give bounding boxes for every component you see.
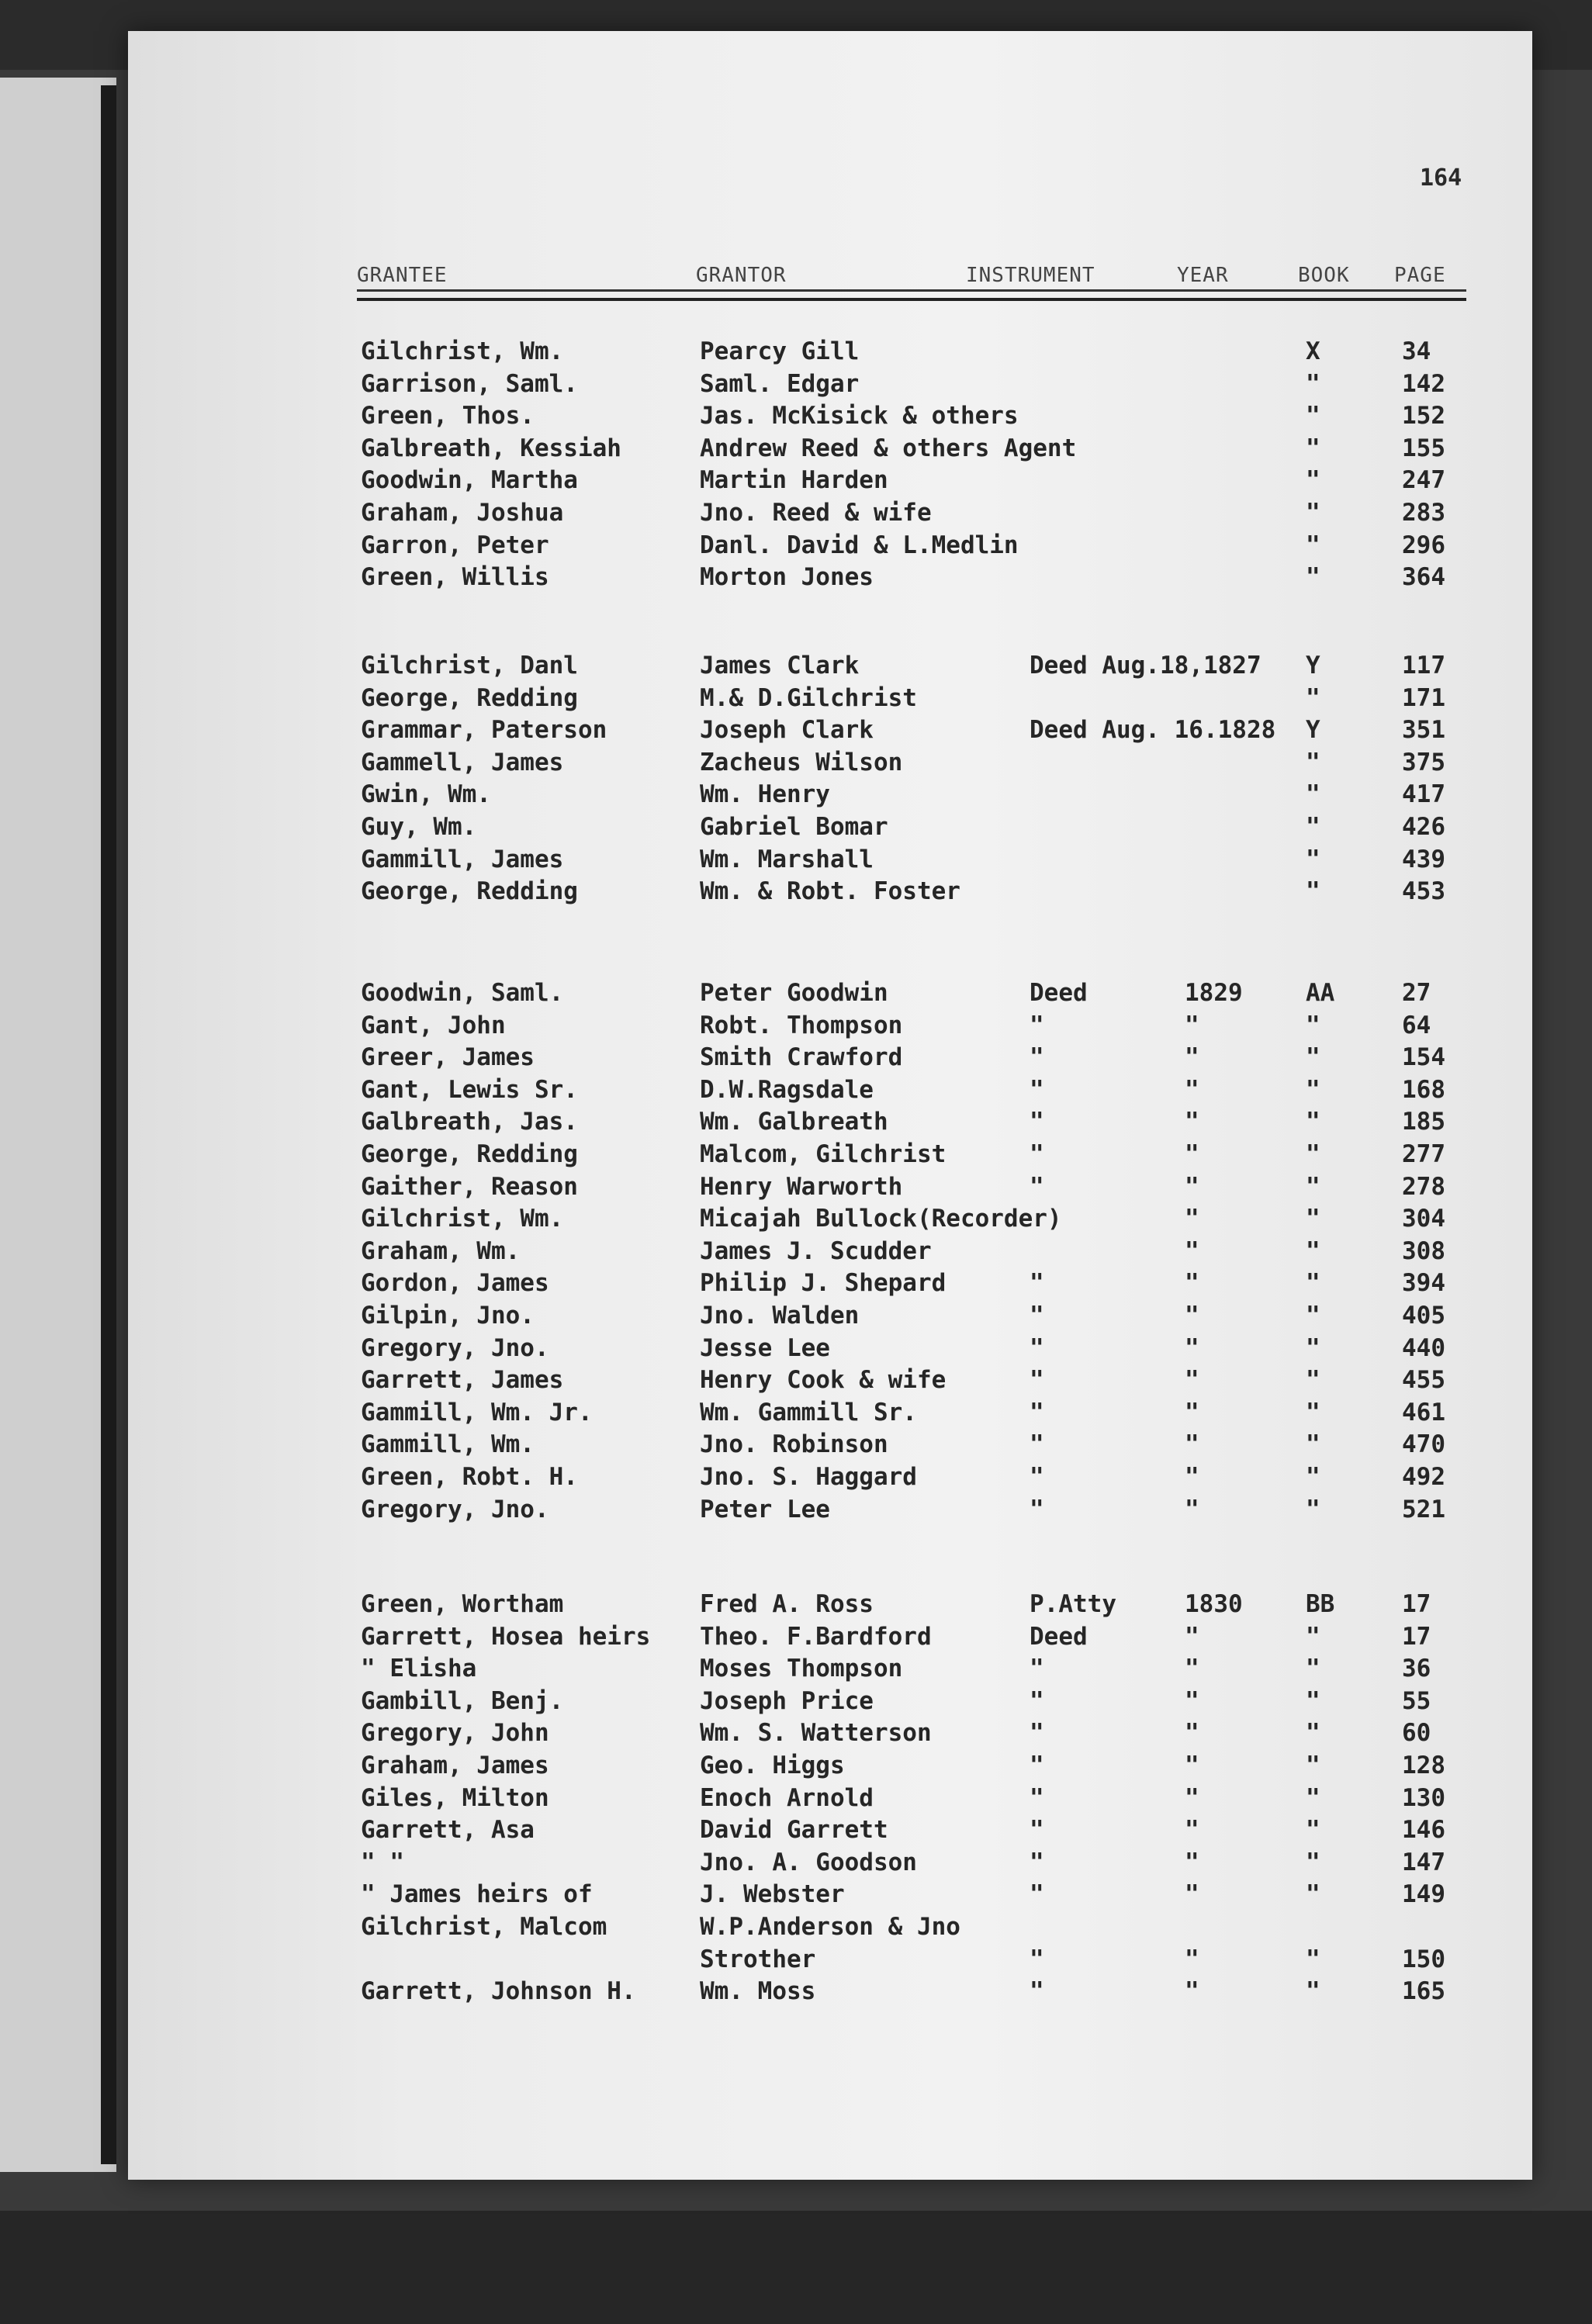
book-cell: " bbox=[1306, 1622, 1320, 1651]
book-cell: " bbox=[1306, 877, 1320, 906]
grantee-cell: George, Redding bbox=[361, 1140, 578, 1168]
book-cell: " bbox=[1306, 813, 1320, 841]
book-cell: " bbox=[1306, 1269, 1320, 1298]
book-cell: " bbox=[1306, 683, 1320, 712]
ledger-row bbox=[361, 466, 1470, 497]
grantee-cell: George, Redding bbox=[361, 877, 578, 906]
page-ref-cell: 439 bbox=[1402, 845, 1445, 873]
instrument-cell: " bbox=[1030, 1463, 1044, 1491]
ledger-row bbox=[361, 1043, 1470, 1074]
grantor-cell: Peter Lee bbox=[700, 1495, 830, 1523]
page-ref-cell: 154 bbox=[1402, 1043, 1445, 1072]
grantor-cell: Zacheus Wilson bbox=[700, 748, 903, 776]
header-grantor: GRANTOR bbox=[696, 264, 787, 287]
page-ref-cell: 278 bbox=[1402, 1172, 1445, 1201]
instrument-cell: " bbox=[1030, 1945, 1044, 1973]
grantor-cell: Theo. F.Bardford bbox=[700, 1622, 932, 1651]
page-ref-cell: 440 bbox=[1402, 1333, 1445, 1362]
book-cell: " bbox=[1306, 369, 1320, 398]
book-cell: " bbox=[1306, 780, 1320, 809]
year-cell: " bbox=[1185, 1655, 1199, 1683]
ledger-row bbox=[361, 716, 1470, 747]
book-cell: " bbox=[1306, 1043, 1320, 1072]
grantee-cell: Gilchrist, Malcom bbox=[361, 1913, 607, 1941]
page-ref-cell: 185 bbox=[1402, 1108, 1445, 1136]
grantor-cell: Fred A. Ross bbox=[700, 1590, 874, 1618]
instrument-cell: " bbox=[1030, 1880, 1044, 1909]
grantor-cell: Moses Thompson bbox=[700, 1655, 903, 1683]
grantee-cell: Goodwin, Saml. bbox=[361, 979, 564, 1007]
grantor-cell: Philip J. Shepard bbox=[700, 1269, 947, 1298]
page-ref-cell: 34 bbox=[1402, 337, 1431, 365]
grantor-cell: Gabriel Bomar bbox=[700, 813, 888, 841]
grantor-cell: Wm. Henry bbox=[700, 780, 830, 809]
ledger-row bbox=[361, 1655, 1470, 1686]
ledger-row bbox=[361, 979, 1470, 1010]
ledger-row bbox=[361, 1463, 1470, 1494]
film-left-border bbox=[101, 85, 116, 2164]
grantor-cell: Enoch Arnold bbox=[700, 1783, 874, 1812]
page-ref-cell: 461 bbox=[1402, 1398, 1445, 1427]
year-cell: " bbox=[1185, 1848, 1199, 1876]
year-cell: " bbox=[1185, 1783, 1199, 1812]
column-header bbox=[357, 264, 1466, 303]
grantor-cell: Geo. Higgs bbox=[700, 1752, 845, 1779]
grantee-cell: Grammar, Paterson bbox=[361, 716, 607, 745]
header-page: PAGE bbox=[1394, 264, 1446, 287]
book-cell: " bbox=[1306, 1075, 1320, 1104]
page-ref-cell: 17 bbox=[1402, 1590, 1431, 1618]
book-cell: " bbox=[1306, 563, 1320, 592]
page-ref-cell: 36 bbox=[1402, 1655, 1431, 1683]
year-cell: " bbox=[1185, 1430, 1199, 1459]
grantee-cell: Green, Wortham bbox=[361, 1590, 564, 1618]
page-ref-cell: 405 bbox=[1402, 1302, 1445, 1330]
grantee-cell: Gregory, John bbox=[361, 1719, 549, 1748]
book-cell: " bbox=[1306, 1011, 1320, 1039]
grantor-cell: Jno. Robinson bbox=[700, 1430, 888, 1459]
page-ref-cell: 364 bbox=[1402, 563, 1445, 592]
page-ref-cell: 455 bbox=[1402, 1366, 1445, 1395]
book-cell: " bbox=[1306, 1816, 1320, 1845]
grantee-cell: Gammell, James bbox=[361, 748, 564, 776]
book-cell: " bbox=[1306, 845, 1320, 873]
page-ref-cell: 394 bbox=[1402, 1269, 1445, 1298]
page-ref-cell: 149 bbox=[1402, 1880, 1445, 1909]
ledger-row bbox=[361, 1140, 1470, 1171]
year-cell: " bbox=[1185, 1880, 1199, 1909]
instrument-cell: " bbox=[1030, 1302, 1044, 1330]
ledger-row bbox=[361, 1269, 1470, 1300]
ledger-row bbox=[361, 1816, 1470, 1847]
grantee-cell: Guy, Wm. bbox=[361, 813, 477, 841]
instrument-cell: " bbox=[1030, 1655, 1044, 1683]
grantor-cell: Malcom, Gilchrist bbox=[700, 1140, 947, 1168]
instrument-cell: " bbox=[1030, 1043, 1044, 1072]
grantee-cell: Gregory, Jno. bbox=[361, 1333, 549, 1362]
header-year: YEAR bbox=[1177, 264, 1229, 287]
year-cell: 1829 bbox=[1185, 979, 1243, 1007]
year-cell: " bbox=[1185, 1205, 1199, 1233]
ledger-row bbox=[361, 1076, 1470, 1107]
grantor-cell: Wm. Gammill Sr. bbox=[700, 1398, 917, 1427]
document-page bbox=[128, 31, 1532, 2180]
ledger-row bbox=[361, 1977, 1470, 2008]
page-number: 164 bbox=[1420, 164, 1462, 192]
grantee-cell: Green, Willis bbox=[361, 563, 549, 592]
book-cell: " bbox=[1306, 1172, 1320, 1201]
book-cell: " bbox=[1306, 1495, 1320, 1523]
instrument-cell: " bbox=[1030, 1977, 1044, 2006]
grantor-cell: Smith Crawford bbox=[700, 1043, 903, 1072]
header-rule bbox=[357, 289, 1466, 292]
grantor-cell: James Clark bbox=[700, 652, 860, 680]
grantee-cell: Giles, Milton bbox=[361, 1783, 549, 1812]
book-cell: " bbox=[1306, 434, 1320, 462]
ledger-row bbox=[361, 846, 1470, 877]
book-cell: " bbox=[1306, 1398, 1320, 1427]
grantor-cell: Wm. Moss bbox=[700, 1977, 816, 2006]
instrument-cell: " bbox=[1030, 1140, 1044, 1168]
grantor-cell: James J. Scudder bbox=[700, 1236, 932, 1265]
year-cell: " bbox=[1185, 1495, 1199, 1523]
page-ref-cell: 351 bbox=[1402, 716, 1445, 745]
instrument-cell: " bbox=[1030, 1333, 1044, 1362]
grantee-cell: Graham, James bbox=[361, 1752, 549, 1779]
ledger-row bbox=[361, 499, 1470, 530]
ledger-row bbox=[361, 1687, 1470, 1718]
book-cell: " bbox=[1306, 1140, 1320, 1168]
page-ref-cell: 521 bbox=[1402, 1495, 1445, 1523]
instrument-cell: " bbox=[1030, 1783, 1044, 1812]
page-ref-cell: 147 bbox=[1402, 1848, 1445, 1876]
ledger-row bbox=[361, 684, 1470, 715]
page-ref-cell: 146 bbox=[1402, 1816, 1445, 1845]
adjacent-page-edge bbox=[0, 78, 116, 2172]
grantor-cell: Jno. S. Haggard bbox=[700, 1463, 917, 1491]
year-cell: " bbox=[1185, 1269, 1199, 1298]
grantee-cell: Gant, Lewis Sr. bbox=[361, 1075, 578, 1104]
year-cell: " bbox=[1185, 1463, 1199, 1491]
grantor-cell: Saml. Edgar bbox=[700, 369, 860, 398]
book-cell: " bbox=[1306, 1752, 1320, 1779]
ledger-row bbox=[361, 1366, 1470, 1397]
page-ref-cell: 308 bbox=[1402, 1236, 1445, 1265]
grantor-cell: Andrew Reed & others Agent bbox=[700, 434, 1077, 462]
book-cell: " bbox=[1306, 1686, 1320, 1715]
grantee-cell: Gilpin, Jno. bbox=[361, 1302, 535, 1330]
ledger-row bbox=[361, 1623, 1470, 1654]
ledger-row bbox=[361, 1173, 1470, 1204]
grantee-cell: Gilchrist, Wm. bbox=[361, 337, 564, 365]
ledger-row bbox=[361, 402, 1470, 433]
book-cell: " bbox=[1306, 1302, 1320, 1330]
grantor-cell: Jas. McKisick & others bbox=[700, 402, 1019, 431]
grantee-cell: " Elisha bbox=[361, 1655, 477, 1683]
ledger-row bbox=[361, 1848, 1470, 1880]
year-cell: " bbox=[1185, 1686, 1199, 1715]
book-cell: " bbox=[1306, 1655, 1320, 1683]
book-cell: " bbox=[1306, 402, 1320, 431]
ledger-row bbox=[361, 1945, 1470, 1976]
year-cell: 1830 bbox=[1185, 1590, 1243, 1618]
book-cell: " bbox=[1306, 1719, 1320, 1748]
book-cell: " bbox=[1306, 1108, 1320, 1136]
instrument-cell: " bbox=[1030, 1075, 1044, 1104]
grantee-cell: Garrett, Johnson H. bbox=[361, 1977, 636, 2006]
page-ref-cell: 247 bbox=[1402, 466, 1445, 495]
instrument-cell: " bbox=[1030, 1848, 1044, 1876]
ledger-row bbox=[361, 1334, 1470, 1365]
grantee-cell: " " bbox=[361, 1848, 404, 1876]
grantee-cell: Gilchrist, Wm. bbox=[361, 1205, 564, 1233]
ledger-row bbox=[361, 1752, 1470, 1783]
book-cell: " bbox=[1306, 1848, 1320, 1876]
page-ref-cell: 27 bbox=[1402, 979, 1431, 1007]
header-book: BOOK bbox=[1298, 264, 1350, 287]
year-cell: " bbox=[1185, 1236, 1199, 1265]
book-cell: " bbox=[1306, 1366, 1320, 1395]
grantee-cell: Gordon, James bbox=[361, 1269, 549, 1298]
ledger-row bbox=[361, 877, 1470, 908]
grantor-cell: Wm. & Robt. Foster bbox=[700, 877, 960, 906]
film-bottom-border bbox=[0, 2211, 1592, 2324]
grantee-cell: Galbreath, Jas. bbox=[361, 1108, 578, 1136]
page-ref-cell: 130 bbox=[1402, 1783, 1445, 1812]
book-cell: " bbox=[1306, 499, 1320, 527]
page-ref-cell: 470 bbox=[1402, 1430, 1445, 1459]
instrument-cell: Deed bbox=[1030, 979, 1088, 1007]
grantee-cell: Goodwin, Martha bbox=[361, 466, 578, 495]
instrument-cell: Deed Aug. 16.1828 bbox=[1030, 716, 1276, 745]
book-cell: Y bbox=[1306, 652, 1320, 680]
book-cell: " bbox=[1306, 1945, 1320, 1973]
grantee-cell: Gammill, Wm. bbox=[361, 1430, 535, 1459]
year-cell: " bbox=[1185, 1752, 1199, 1779]
page-ref-cell: 64 bbox=[1402, 1011, 1431, 1039]
ledger-row bbox=[361, 337, 1470, 368]
ledger-row bbox=[361, 1880, 1470, 1911]
ledger-row bbox=[361, 652, 1470, 683]
grantee-cell: " James heirs of bbox=[361, 1880, 593, 1909]
page-ref-cell: 417 bbox=[1402, 780, 1445, 809]
year-cell: " bbox=[1185, 1945, 1199, 1973]
ledger-row bbox=[361, 1205, 1470, 1236]
year-cell: " bbox=[1185, 1108, 1199, 1136]
page-ref-cell: 283 bbox=[1402, 499, 1445, 527]
year-cell: " bbox=[1185, 1622, 1199, 1651]
year-cell: " bbox=[1185, 1172, 1199, 1201]
grantor-cell: Danl. David & L.Medlin bbox=[700, 531, 1019, 559]
grantee-cell: Graham, Wm. bbox=[361, 1236, 521, 1265]
grantor-cell: Jesse Lee bbox=[700, 1333, 830, 1362]
ledger-row bbox=[361, 1784, 1470, 1815]
ledger-row bbox=[361, 1237, 1470, 1268]
instrument-cell: Deed bbox=[1030, 1622, 1088, 1651]
page-ref-cell: 155 bbox=[1402, 434, 1445, 462]
grantor-cell: Micajah Bullock(Recorder) bbox=[700, 1205, 1062, 1233]
ledger-row bbox=[361, 749, 1470, 780]
ledger-row bbox=[361, 1012, 1470, 1043]
book-cell: " bbox=[1306, 1333, 1320, 1362]
page-ref-cell: 171 bbox=[1402, 683, 1445, 712]
page-ref-cell: 55 bbox=[1402, 1686, 1431, 1715]
grantor-cell: Wm. Marshall bbox=[700, 845, 874, 873]
grantee-cell: Garrett, James bbox=[361, 1366, 564, 1395]
grantee-cell: George, Redding bbox=[361, 683, 578, 712]
grantee-cell: Graham, Joshua bbox=[361, 499, 564, 527]
year-cell: " bbox=[1185, 1140, 1199, 1168]
book-cell: " bbox=[1306, 1430, 1320, 1459]
ledger-row bbox=[361, 1108, 1470, 1139]
book-cell: BB bbox=[1306, 1590, 1335, 1618]
grantee-cell: Gant, John bbox=[361, 1011, 506, 1039]
book-cell: " bbox=[1306, 531, 1320, 559]
grantor-cell: Wm. S. Watterson bbox=[700, 1719, 932, 1748]
grantor-cell: Joseph Clark bbox=[700, 716, 874, 745]
instrument-cell: " bbox=[1030, 1752, 1044, 1779]
page-ref-cell: 492 bbox=[1402, 1463, 1445, 1491]
page-ref-cell: 117 bbox=[1402, 652, 1445, 680]
instrument-cell: " bbox=[1030, 1172, 1044, 1201]
instrument-cell: " bbox=[1030, 1816, 1044, 1845]
page-ref-cell: 304 bbox=[1402, 1205, 1445, 1233]
grantee-cell: Garrett, Asa bbox=[361, 1816, 535, 1845]
book-cell: " bbox=[1306, 466, 1320, 495]
instrument-cell: " bbox=[1030, 1719, 1044, 1748]
instrument-cell: " bbox=[1030, 1108, 1044, 1136]
grantee-cell: Greer, James bbox=[361, 1043, 535, 1072]
instrument-cell: " bbox=[1030, 1495, 1044, 1523]
grantee-cell: Green, Thos. bbox=[361, 402, 535, 431]
instrument-cell: " bbox=[1030, 1366, 1044, 1395]
year-cell: " bbox=[1185, 1816, 1199, 1845]
header-rule bbox=[357, 298, 1466, 301]
grantor-cell: Henry Warworth bbox=[700, 1172, 903, 1201]
ledger-row bbox=[361, 1913, 1470, 1944]
grantor-cell: W.P.Anderson & Jno bbox=[700, 1913, 960, 1941]
grantor-cell: Jno. Walden bbox=[700, 1302, 860, 1330]
year-cell: " bbox=[1185, 1719, 1199, 1748]
ledger-row bbox=[361, 1590, 1470, 1621]
instrument-cell: " bbox=[1030, 1430, 1044, 1459]
ledger-row bbox=[361, 434, 1470, 465]
year-cell: " bbox=[1185, 1977, 1199, 2006]
page-ref-cell: 453 bbox=[1402, 877, 1445, 906]
grantor-cell: Pearcy Gill bbox=[700, 337, 860, 365]
page-ref-cell: 17 bbox=[1402, 1622, 1431, 1651]
year-cell: " bbox=[1185, 1075, 1199, 1104]
grantee-cell: Gammill, James bbox=[361, 845, 564, 873]
grantor-cell: David Garrett bbox=[700, 1816, 888, 1845]
grantee-cell: Galbreath, Kessiah bbox=[361, 434, 621, 462]
book-cell: " bbox=[1306, 748, 1320, 776]
book-cell: AA bbox=[1306, 979, 1335, 1007]
grantor-cell: Henry Cook & wife bbox=[700, 1366, 947, 1395]
ledger-row bbox=[361, 813, 1470, 844]
instrument-cell: P.Atty bbox=[1030, 1590, 1116, 1618]
instrument-cell: " bbox=[1030, 1398, 1044, 1427]
header-grantee: GRANTEE bbox=[357, 264, 448, 287]
grantor-cell: Peter Goodwin bbox=[700, 979, 888, 1007]
page-ref-cell: 165 bbox=[1402, 1977, 1445, 2006]
book-cell: " bbox=[1306, 1236, 1320, 1265]
ledger-row bbox=[361, 1399, 1470, 1430]
grantee-cell: Garrison, Saml. bbox=[361, 369, 578, 398]
grantor-cell: Jno. Reed & wife bbox=[700, 499, 932, 527]
grantee-cell: Gwin, Wm. bbox=[361, 780, 491, 809]
grantee-cell: Gilchrist, Danl bbox=[361, 652, 578, 680]
grantee-cell: Gammill, Wm. Jr. bbox=[361, 1398, 593, 1427]
grantee-cell: Green, Robt. H. bbox=[361, 1463, 578, 1491]
page-ref-cell: 375 bbox=[1402, 748, 1445, 776]
book-cell: " bbox=[1306, 1880, 1320, 1909]
page-ref-cell: 168 bbox=[1402, 1075, 1445, 1104]
grantor-cell: M.& D.Gilchrist bbox=[700, 683, 917, 712]
year-cell: " bbox=[1185, 1011, 1199, 1039]
grantee-cell: Gambill, Benj. bbox=[361, 1686, 564, 1715]
book-cell: " bbox=[1306, 1783, 1320, 1812]
book-cell: X bbox=[1306, 337, 1320, 365]
grantor-cell: J. Webster bbox=[700, 1880, 845, 1909]
ledger-row bbox=[361, 531, 1470, 562]
grantee-cell: Gaither, Reason bbox=[361, 1172, 578, 1201]
ledger-row bbox=[361, 370, 1470, 401]
grantor-cell: Wm. Galbreath bbox=[700, 1108, 888, 1136]
year-cell: " bbox=[1185, 1398, 1199, 1427]
page-ref-cell: 152 bbox=[1402, 402, 1445, 431]
grantor-cell: Morton Jones bbox=[700, 563, 874, 592]
page-ref-cell: 426 bbox=[1402, 813, 1445, 841]
ledger-row bbox=[361, 1496, 1470, 1527]
year-cell: " bbox=[1185, 1333, 1199, 1362]
grantor-cell: Strother bbox=[700, 1945, 816, 1973]
book-cell: " bbox=[1306, 1977, 1320, 2006]
ledger-row bbox=[361, 563, 1470, 594]
grantee-cell: Garron, Peter bbox=[361, 531, 549, 559]
book-cell: Y bbox=[1306, 716, 1320, 745]
book-cell: " bbox=[1306, 1463, 1320, 1491]
grantor-cell: D.W.Ragsdale bbox=[700, 1075, 874, 1104]
ledger-row bbox=[361, 780, 1470, 811]
year-cell: " bbox=[1185, 1043, 1199, 1072]
page-ref-cell: 128 bbox=[1402, 1752, 1445, 1779]
grantor-cell: Joseph Price bbox=[700, 1686, 874, 1715]
grantor-cell: Robt. Thompson bbox=[700, 1011, 903, 1039]
year-cell: " bbox=[1185, 1366, 1199, 1395]
grantor-cell: Martin Harden bbox=[700, 466, 888, 495]
instrument-cell: Deed Aug.18,1827 bbox=[1030, 652, 1261, 680]
grantor-cell: Jno. A. Goodson bbox=[700, 1848, 917, 1876]
instrument-cell: " bbox=[1030, 1269, 1044, 1298]
grantee-cell: Garrett, Hosea heirs bbox=[361, 1622, 651, 1651]
page-ref-cell: 150 bbox=[1402, 1945, 1445, 1973]
header-instrument: INSTRUMENT bbox=[966, 264, 1095, 287]
book-cell: " bbox=[1306, 1205, 1320, 1233]
instrument-cell: " bbox=[1030, 1011, 1044, 1039]
page-ref-cell: 60 bbox=[1402, 1719, 1431, 1748]
page-ref-cell: 277 bbox=[1402, 1140, 1445, 1168]
grantee-cell: Gregory, Jno. bbox=[361, 1495, 549, 1523]
year-cell: " bbox=[1185, 1302, 1199, 1330]
page-ref-cell: 296 bbox=[1402, 531, 1445, 559]
ledger-row bbox=[361, 1302, 1470, 1333]
ledger-row bbox=[361, 1430, 1470, 1461]
ledger-row bbox=[361, 1719, 1470, 1750]
page-ref-cell: 142 bbox=[1402, 369, 1445, 398]
instrument-cell: " bbox=[1030, 1686, 1044, 1715]
